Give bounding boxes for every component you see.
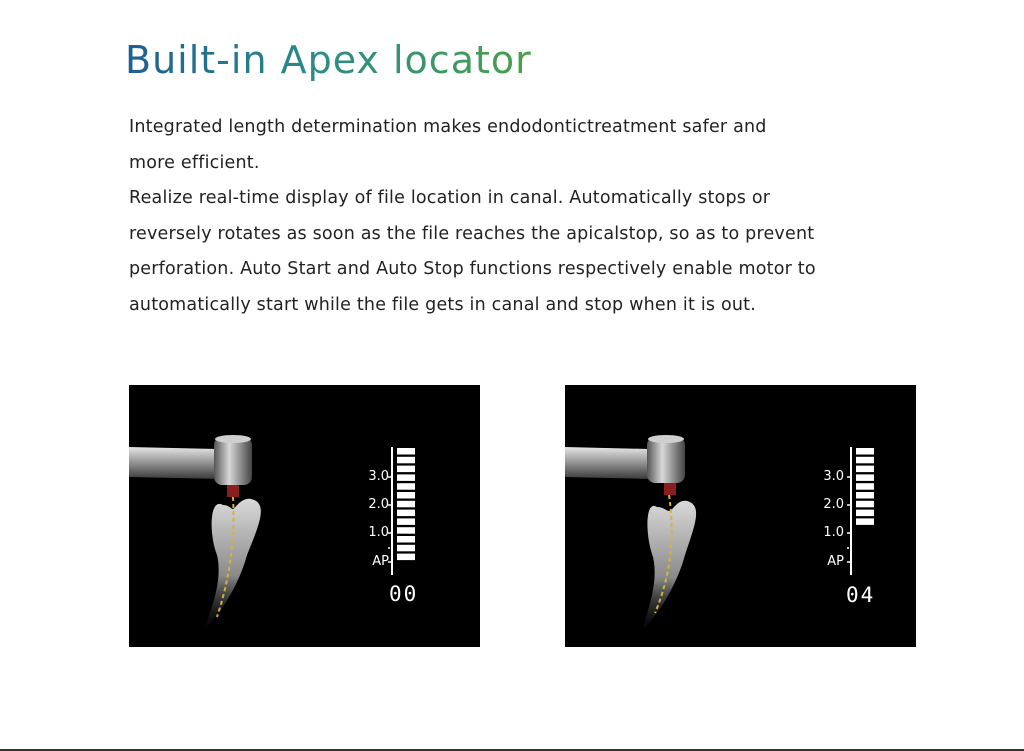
meter-segment	[397, 501, 415, 508]
distance-readout: 04	[846, 583, 876, 607]
scale-label-ap: AP	[372, 554, 389, 569]
intro-line: more efficient.	[129, 152, 260, 173]
apex-meter	[129, 385, 480, 647]
intro-line: automatically start while the file gets in canal and stop when it is out.	[129, 294, 756, 315]
meter-segment	[397, 554, 415, 561]
meter-segment	[856, 457, 874, 464]
distance-readout: 00	[389, 582, 419, 606]
intro-line: perforation. Auto Start and Auto Stop functions respectively enable motor to	[129, 259, 816, 280]
scale-label-1-0: 1.0	[368, 525, 389, 540]
scale-label-1-0: 1.0	[823, 525, 844, 540]
meter-segment	[397, 545, 415, 552]
scale-label-ap: AP	[827, 554, 844, 569]
intro-line: Integrated length determination makes endodontictreatment safer and	[129, 117, 767, 137]
scale-label-3-0: 3.0	[368, 469, 389, 484]
intro-line: Realize real-time display of file location in canal. Automatically stops or	[129, 188, 771, 209]
meter-segment	[397, 518, 415, 525]
meter-segment	[856, 474, 874, 481]
apex-meter	[565, 385, 916, 647]
meter-segment	[397, 492, 415, 499]
apex-display-panel-2	[565, 385, 916, 647]
meter-segment	[856, 501, 874, 508]
meter-segment	[397, 466, 415, 473]
meter-segment	[856, 492, 874, 499]
intro-line: reversely rotates as soon as the file reaches the apicalstop, so as to prevent	[129, 223, 815, 244]
scale-label-3-0: 3.0	[823, 469, 844, 484]
meter-segment	[397, 457, 415, 464]
intro-text	[129, 110, 889, 324]
meter-segment	[856, 448, 874, 455]
meter-segment	[856, 483, 874, 490]
meter-segment	[397, 527, 415, 534]
meter-segment	[397, 536, 415, 543]
meter-segment	[397, 474, 415, 481]
meter-segment	[856, 518, 874, 525]
meter-segment	[397, 448, 415, 455]
scale-label-2-0: 2.0	[368, 497, 389, 512]
scale-label-2-0: 2.0	[823, 497, 844, 512]
meter-segment	[397, 510, 415, 516]
meter-segment	[397, 483, 415, 490]
meter-segment	[856, 510, 874, 516]
meter-segment	[856, 466, 874, 473]
page-title: Built-in Apex locator	[125, 38, 532, 82]
apex-display-panel-1	[129, 385, 480, 647]
